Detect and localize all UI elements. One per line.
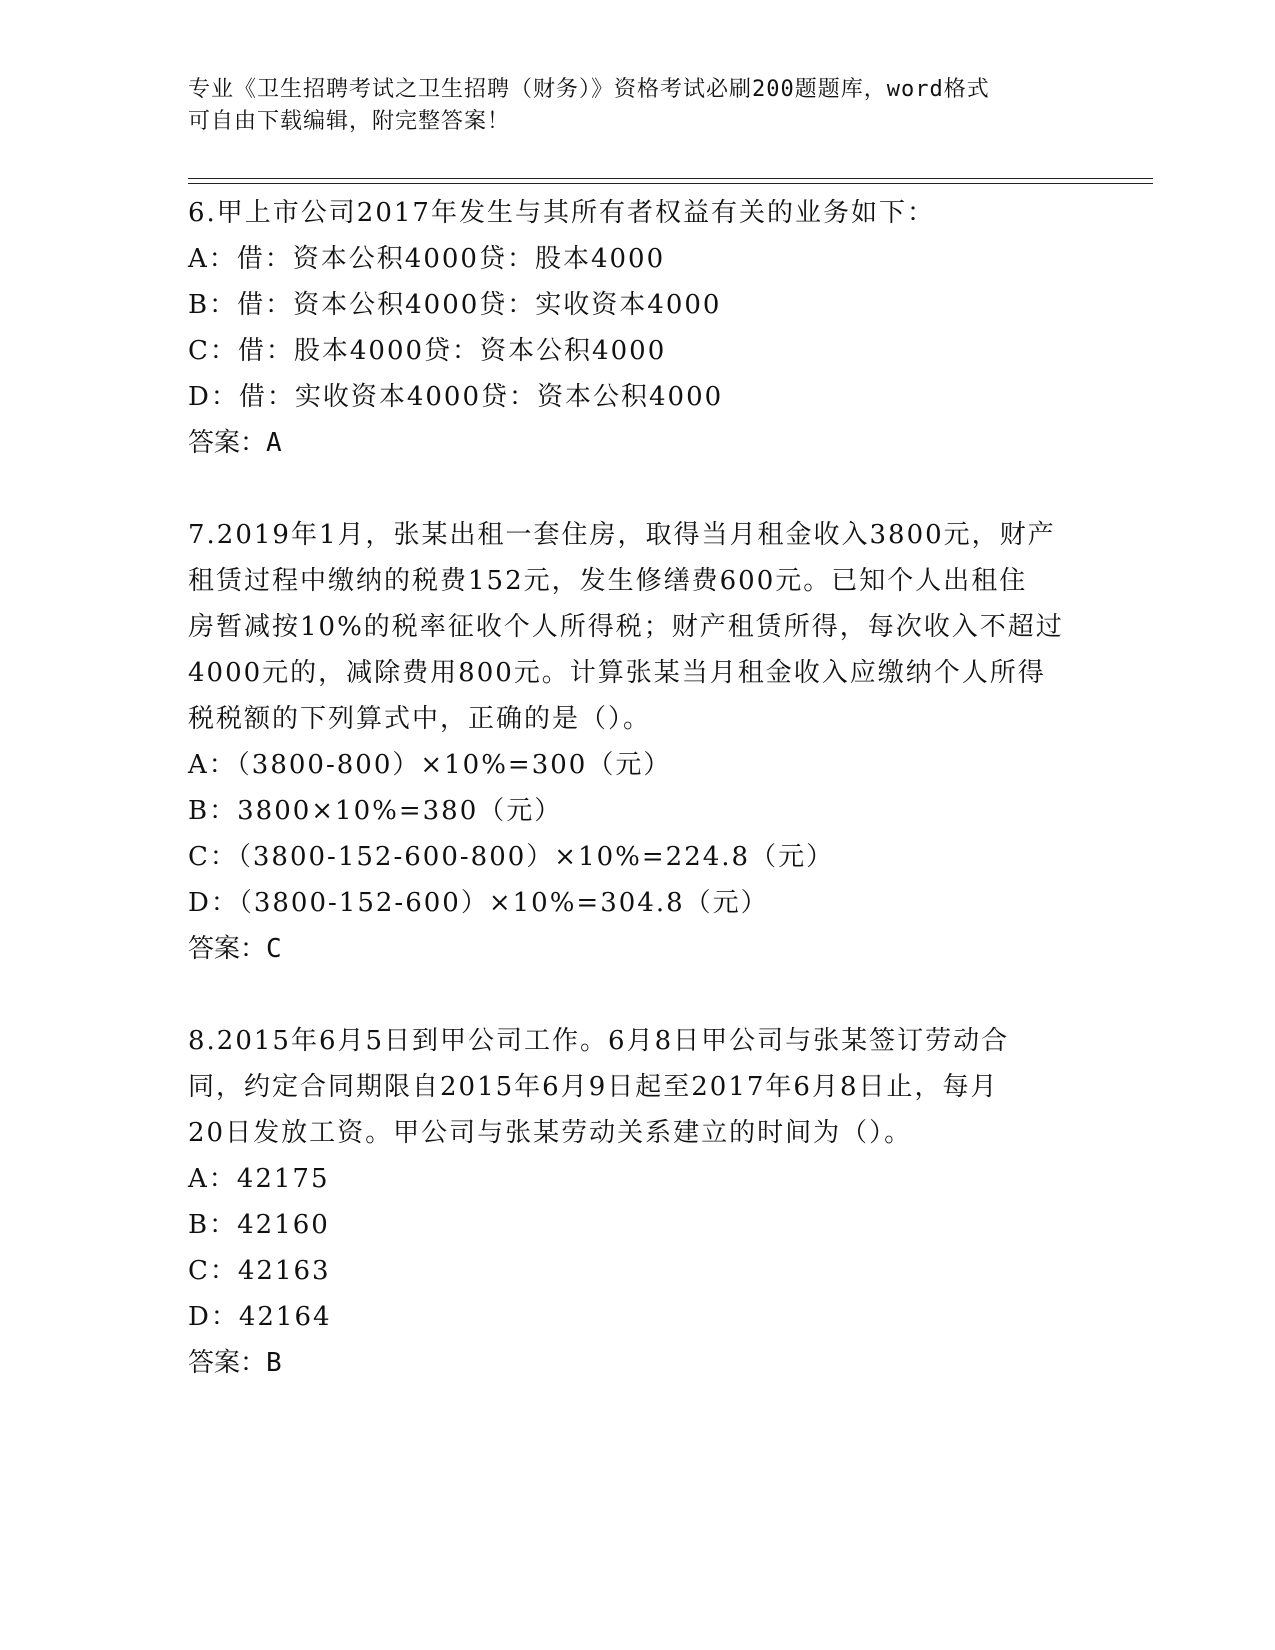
question-stem-line: 6.甲上市公司2017年发生与其所有者权益有关的业务如下：: [188, 198, 935, 228]
question-8: [188, 1018, 1088, 1386]
question-stem-line: 同，约定合同期限自2015年6月9日起至2017年6月8日止，每月: [188, 1072, 999, 1102]
header-title-line-2: 可自由下载编辑，附完整答案！: [188, 109, 511, 134]
question-stem-line: 税税额的下列算式中，正确的是（）。: [188, 704, 652, 734]
answer-line: 答案：A: [188, 428, 282, 458]
spacer: [188, 466, 1088, 512]
question-7: [188, 512, 1088, 972]
option-c: C：借：股本4000贷：资本公积4000: [188, 336, 667, 366]
question-stem-line: 租赁过程中缴纳的税费152元，发生修缮费600元。已知个人出租住: [188, 566, 1028, 596]
question-stem-line: 8.2015年6月5日到甲公司工作。6月8日甲公司与张某签订劳动合: [188, 1026, 1010, 1056]
question-stem-line: 20日发放工资。甲公司与张某劳动关系建立的时间为（）。: [188, 1118, 913, 1148]
option-c: C：42163: [188, 1256, 331, 1286]
question-6: [188, 190, 1088, 466]
option-d: D：借：实收资本4000贷：资本公积4000: [188, 382, 724, 412]
header-divider-top: [188, 178, 1153, 179]
option-b: B：42160: [188, 1210, 330, 1240]
question-stem-line: 房暂减按10%的税率征收个人所得税；财产租赁所得，每次收入不超过: [188, 612, 1064, 642]
header-title-line-1: 专业《卫生招聘考试之卫生招聘（财务）》资格考试必刷200题题库，word格式: [188, 77, 990, 102]
option-c: C：（3800-152-600-800）×10%=224.8（元）: [188, 842, 835, 872]
question-stem-line: 7.2019年1月，张某出租一套住房，取得当月租金收入3800元，财产: [188, 520, 1056, 550]
option-d: D：42164: [188, 1302, 332, 1332]
option-a: A：借：资本公积4000贷：股本4000: [188, 244, 666, 274]
option-d: D：（3800-152-600）×10%=304.8（元）: [188, 888, 769, 918]
spacer: [188, 972, 1088, 1018]
question-list: [188, 190, 1088, 1386]
option-b: B：3800×10%=380（元）: [188, 796, 563, 826]
document-header: [188, 74, 1068, 138]
option-b: B：借：资本公积4000贷：实收资本4000: [188, 290, 722, 320]
answer-line: 答案：B: [188, 1348, 282, 1378]
option-a: A：42175: [188, 1164, 330, 1194]
option-a: A：（3800-800）×10%=300（元）: [188, 750, 672, 780]
header-divider-bottom: [188, 183, 1153, 184]
answer-line: 答案：C: [188, 934, 282, 964]
question-stem-line: 4000元的，减除费用800元。计算张某当月租金收入应缴纳个人所得: [188, 658, 1046, 688]
